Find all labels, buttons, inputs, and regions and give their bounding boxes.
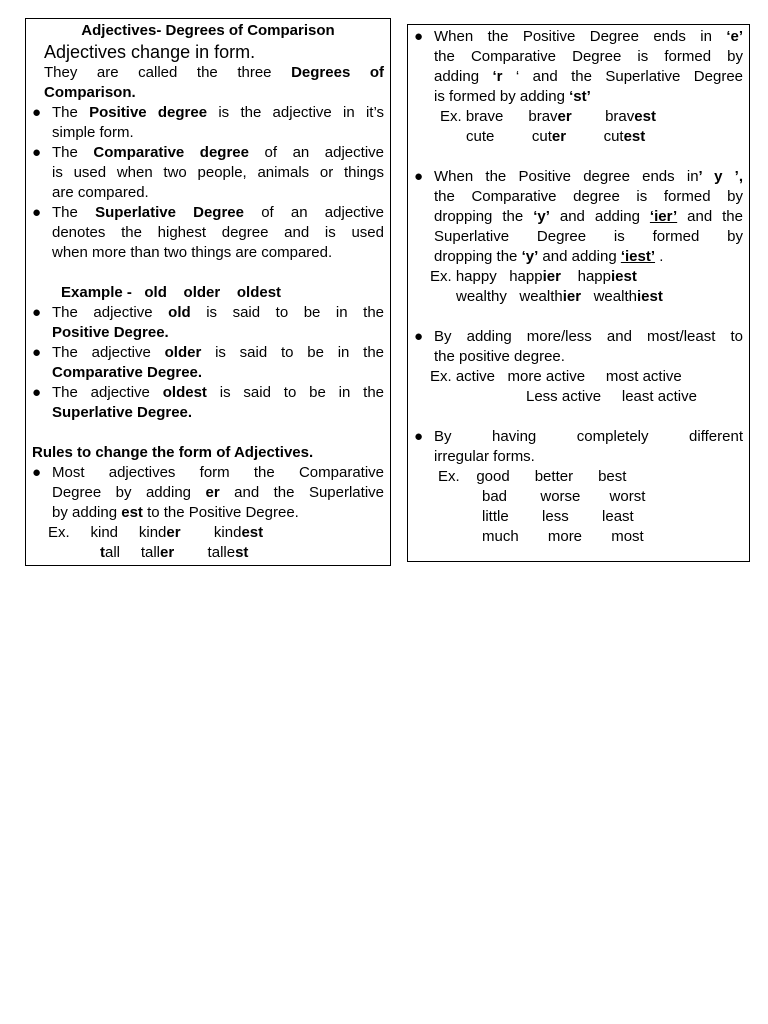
example-line: Ex. good better best	[438, 468, 627, 485]
example-line: Ex. brave braver bravest	[440, 108, 656, 125]
bullet-icon: ●	[414, 28, 424, 45]
example-line: much more most	[482, 528, 644, 545]
example-line: little less least	[482, 508, 634, 525]
bullet-icon: ●	[32, 464, 42, 481]
list-item: ● The adjective oldest is said to be in the Superlative Degree.	[32, 384, 385, 421]
left-panel	[25, 18, 391, 566]
example-line: Ex. happy happier happiest	[430, 268, 637, 285]
intro-line: Comparison.	[44, 84, 136, 101]
list-item: ● The Superlative Degree of an adjective denotes the highest degree and is used when more than two things are compared.	[32, 204, 385, 261]
section-heading: Adjectives change in form.	[44, 42, 256, 62]
bullet-icon: ●	[414, 168, 424, 185]
example-line: Ex. active more active most active	[430, 368, 682, 385]
bullet-icon: ●	[32, 344, 42, 361]
bullet-icon: ●	[32, 204, 42, 221]
list-item: ● When the Positive Degree ends in ‘e’ the Comparative Degree is formed by adding ‘r ‘ and the Superlative Degree is formed by adding ‘st’	[414, 28, 743, 105]
list-item: ● The Comparative degree of an adjective is used when two people, animals or things are compared.	[32, 144, 384, 201]
bullet-icon: ●	[32, 384, 42, 401]
list-item: ● The Positive degree is the adjective in it’s simple form.	[32, 104, 385, 141]
page-title: Adjectives- Degrees of Comparison	[81, 22, 335, 39]
list-item: ● Most adjectives form the Comparative Degree by adding er and the Superlative by adding est to the Positive Degree.	[32, 464, 384, 521]
list-item: ● By adding more/less and most/least to the positive degree.	[414, 328, 743, 365]
example-line: Ex. kind kinder kindest	[48, 524, 264, 541]
example-line: Less active least active	[526, 388, 697, 405]
example-line: wealthy wealthier wealthiest	[456, 288, 663, 305]
bullet-icon: ●	[32, 104, 42, 121]
bullet-icon: ●	[32, 304, 42, 321]
intro-line: They are called the three Degrees of	[44, 64, 384, 81]
rules-heading: Rules to change the form of Adjectives.	[32, 444, 314, 461]
bullet-icon: ●	[414, 328, 424, 345]
bullet-icon: ●	[414, 428, 424, 445]
example-line: Example - old older oldest	[61, 284, 282, 301]
list-item: ● By having completely different irregular forms.	[414, 428, 743, 465]
example-line: bad worse worst	[482, 488, 646, 505]
list-item: ● The adjective older is said to be in the Comparative Degree.	[32, 344, 385, 381]
example-line: tall taller tallest	[100, 544, 249, 561]
list-item: ● The adjective old is said to be in the Positive Degree.	[32, 304, 385, 341]
example-line: cute cuter cutest	[466, 128, 646, 145]
list-item: ● When the Positive degree ends in’ y ’, the Comparative degree is formed by dropping the ‘y’ and adding ‘ier’ and the Superlative Degree is formed by dropping the ‘y’ and adding ‘iest’ .	[414, 168, 743, 265]
bullet-icon: ●	[32, 144, 42, 161]
right-panel	[407, 24, 750, 562]
